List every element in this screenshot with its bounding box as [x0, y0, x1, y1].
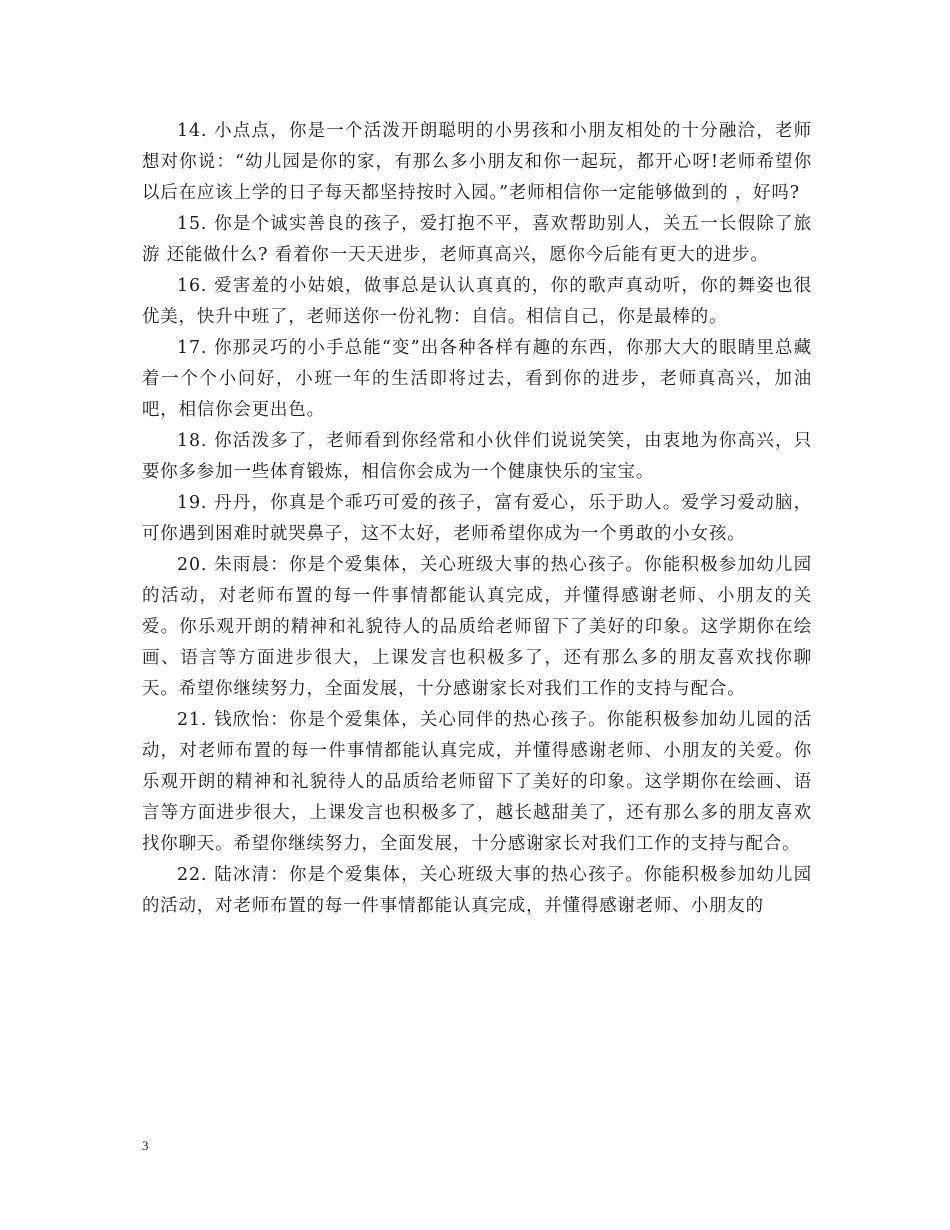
paragraph-18: 18. 你活泼多了，老师看到你经常和小伙伴们说说笑笑，由衷地为你高兴，只要你多参加一些体育锻炼，相信你会成为一个健康快乐的宝宝。	[142, 431, 812, 482]
paragraph-21: 21. 钱欣怡：你是个爱集体，关心同伴的热心孩子。你能积极参加幼儿园的活动，对老师布置的每一件事情都能认真完成，并懂得感谢老师、小朋友的关爱。你乐观开朗的精神和礼貌待人的品质给老师留下了美好的印象。这学期你在绘画、语言等方面进步很大，上课发言也积极多了，越长越甜美了，还有那么多的朋友喜欢找你聊天。希望你继续努力，全面发展，十分感谢家长对我们工作的支持与配合。	[142, 710, 812, 854]
paragraph-14: 14. 小点点，你是一个活泼开朗聪明的小男孩和小朋友相处的十分融洽，老师想对你说：“幼儿园是你的家，有那么多小朋友和你一起玩，都开心呀!老师希望你以后在应该上学的日子每天都坚持按时入园。”老师相信你一定能够做到的 ，好吗?	[142, 121, 812, 203]
document-body	[142, 116, 812, 922]
paragraph-15: 15. 你是个诚实善良的孩子，爱打抱不平，喜欢帮助别人，关五一长假除了旅游 还能做什么? 看着你一天天进步，老师真高兴，愿你今后能有更大的进步。	[142, 214, 812, 265]
paragraph-16: 16. 爱害羞的小姑娘，做事总是认认真真的，你的歌声真动听，你的舞姿也很优美，快升中班了，老师送你一份礼物：自信。相信自己，你是最棒的。	[142, 276, 812, 327]
paragraph-17: 17. 你那灵巧的小手总能“变”出各种各样有趣的东西，你那大大的眼睛里总藏着一个个小问好，小班一年的生活即将过去，看到你的进步，老师真高兴，加油吧，相信你会更出色。	[142, 338, 812, 420]
paragraph-22: 22. 陆冰清：你是个爱集体，关心班级大事的热心孩子。你能积极参加幼儿园的活动，对老师布置的每一件事情都能认真完成，并懂得感谢老师、小朋友的	[142, 865, 812, 916]
paragraph-20: 20. 朱雨晨：你是个爱集体，关心班级大事的热心孩子。你能积极参加幼儿园的活动，对老师布置的每一件事情都能认真完成，并懂得感谢老师、小朋友的关爱。你乐观开朗的精神和礼貌待人的品质给老师留下了美好的印象。这学期你在绘画、语言等方面进步很大，上课发言也积极多了，还有那么多的朋友喜欢找你聊天。希望你继续努力，全面发展，十分感谢家长对我们工作的支持与配合。	[142, 555, 812, 699]
paragraph-19: 19. 丹丹，你真是个乖巧可爱的孩子，富有爱心，乐于助人。爱学习爱动脑，可你遇到困难时就哭鼻子，这不太好，老师希望你成为一个勇敢的小女孩。	[142, 493, 812, 544]
page-number: 3	[142, 1138, 149, 1153]
